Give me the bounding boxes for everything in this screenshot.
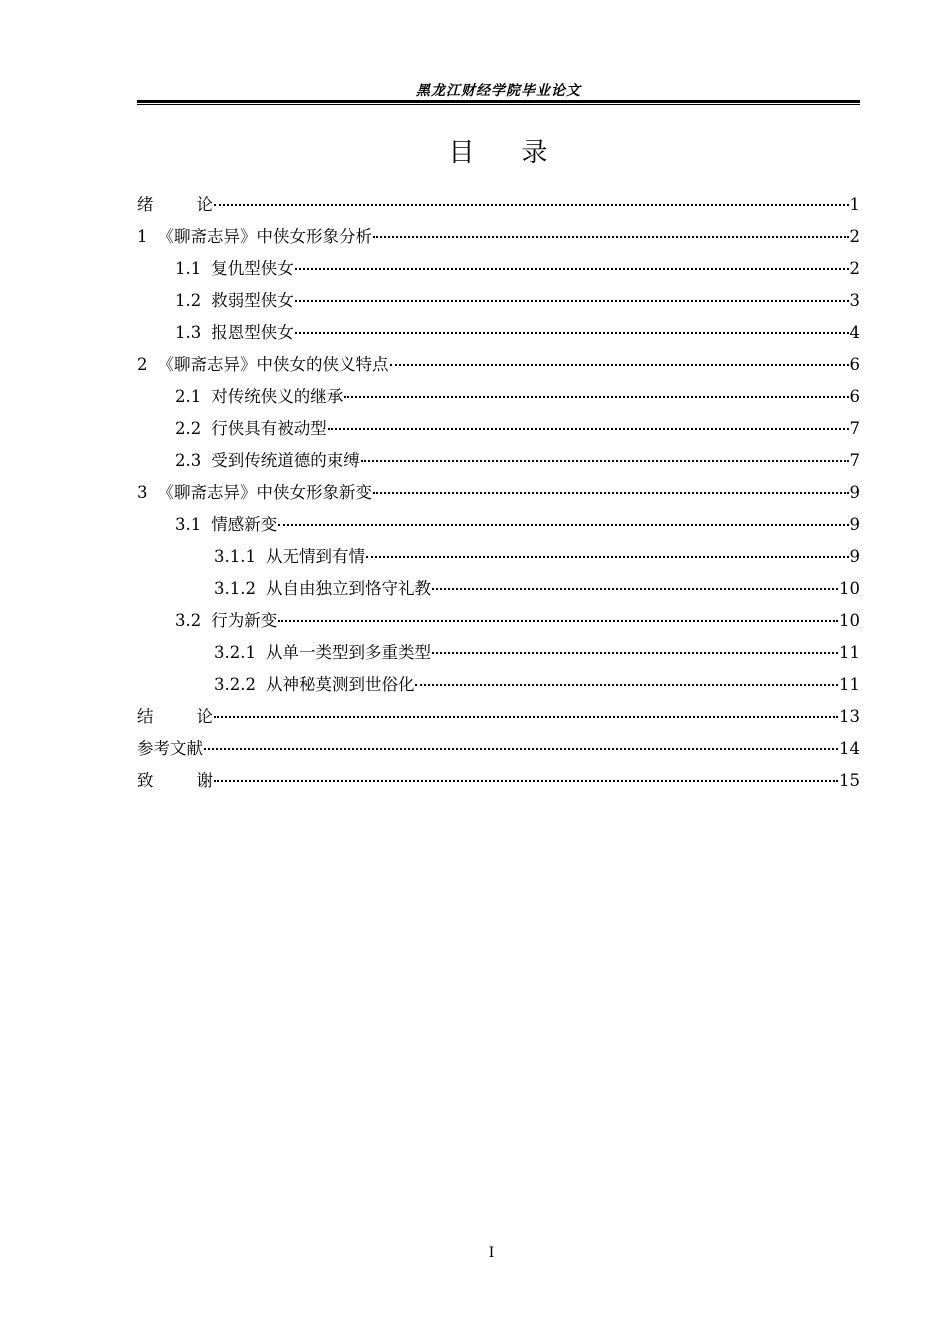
toc-entry[interactable]: [137, 481, 860, 513]
toc-entry-page: 13: [839, 707, 860, 726]
toc-entry-page: 7: [849, 451, 860, 470]
toc-entry-title: 《聊斋志异》中侠女形象新变: [157, 483, 372, 502]
toc-entry-page: 9: [849, 547, 860, 566]
toc-entry-page: 15: [839, 771, 860, 790]
header-rule-thick: [137, 100, 860, 103]
toc-entry-page: 6: [849, 387, 860, 406]
toc-entry[interactable]: [137, 289, 860, 321]
toc-entry-title: 对传统侠义的继承: [211, 387, 344, 406]
toc-dot-leader: [415, 674, 838, 686]
toc-entry-page: 2: [849, 259, 860, 278]
toc-entry-title: 行为新变: [211, 611, 278, 630]
toc-dot-leader: [390, 354, 849, 366]
toc-dot-leader: [373, 226, 849, 238]
toc-dot-leader: [373, 482, 849, 494]
toc-entry-title: 报恩型侠女: [211, 323, 294, 342]
toc-heading-char-1: 目: [448, 138, 476, 168]
toc-entry-title-char: 致: [137, 771, 154, 790]
toc-dot-leader: [432, 578, 838, 590]
toc-entry-page: 14: [839, 739, 860, 758]
toc-entry[interactable]: [137, 577, 860, 609]
toc-dot-leader: [295, 290, 849, 302]
toc-entry-page: 9: [849, 515, 860, 534]
toc-dot-leader: [295, 258, 849, 270]
toc-entry[interactable]: [137, 609, 860, 641]
toc-entry-page: 11: [839, 675, 860, 694]
toc-entry-title: 从单一类型到多重类型: [265, 643, 431, 662]
running-header: 黑龙江财经学院毕业论文: [416, 83, 581, 99]
toc-entry-title-char: 结: [137, 707, 154, 726]
toc-entry-page: 6: [849, 355, 860, 374]
toc-entry-title-char: 谢: [196, 771, 213, 790]
toc-entry[interactable]: [137, 321, 860, 353]
toc-entry[interactable]: [137, 705, 860, 737]
page-number: I: [488, 1245, 495, 1261]
toc-entry-title-char: 论: [196, 707, 213, 726]
toc-dot-leader: [366, 546, 849, 558]
toc-entry[interactable]: [137, 353, 860, 385]
toc-entry-page: 4: [849, 323, 860, 342]
toc-entry[interactable]: [137, 641, 860, 673]
toc-entry[interactable]: [137, 225, 860, 257]
toc-entry-number: 3: [137, 483, 148, 502]
toc-entry-title: 情感新变: [211, 515, 278, 534]
toc-entry-title: 救弱型侠女: [211, 291, 294, 310]
toc-entry-title: 受到传统道德的束缚: [211, 451, 360, 470]
toc-entry-page: 10: [839, 611, 860, 630]
toc-entry-number: 1.3: [175, 323, 202, 342]
toc-entry-page: 2: [849, 227, 860, 246]
toc-entry-number: 3.1: [175, 515, 202, 534]
toc-entry-title: 《聊斋志异》中侠女的侠义特点: [157, 355, 389, 374]
toc-dot-leader: [432, 642, 838, 654]
toc-entry-title: [137, 769, 213, 793]
toc-entry-number: 3.2: [175, 611, 202, 630]
toc-entry-number: 3.1.1: [214, 547, 256, 566]
toc-entry-title: 参考文献: [137, 739, 203, 758]
toc-entry-title: 从无情到有情: [265, 547, 365, 566]
toc-dot-leader: [214, 770, 838, 782]
toc-entry-number: 3.1.2: [214, 579, 256, 598]
toc-entry-page: 3: [849, 291, 860, 310]
toc-entry[interactable]: [137, 193, 860, 225]
toc-entry-number: 1.2: [175, 291, 202, 310]
toc-entry[interactable]: [137, 385, 860, 417]
toc-entry[interactable]: [137, 769, 860, 801]
toc-entry-number: 2.1: [175, 387, 202, 406]
toc-entry[interactable]: [137, 737, 860, 769]
toc-entry-page: 1: [849, 195, 860, 214]
toc-entry-title: [137, 193, 213, 217]
toc-entry-number: 1.1: [175, 259, 202, 278]
toc-entry-number: 3.2.1: [214, 643, 256, 662]
toc-entry-title: [137, 705, 213, 729]
toc-entry-page: 7: [849, 419, 860, 438]
toc-entry-title: 《聊斋志异》中侠女形象分析: [157, 227, 372, 246]
toc-entry-number: 1: [137, 227, 148, 246]
toc-entry-number: 3.2.2: [214, 675, 256, 694]
toc-entry-title: 从自由独立到恪守礼教: [265, 579, 431, 598]
toc-entry[interactable]: [137, 545, 860, 577]
toc-entry-title: 复仇型侠女: [211, 259, 294, 278]
toc-entry-page: 11: [839, 643, 860, 662]
toc-entry[interactable]: [137, 257, 860, 289]
toc-dot-leader: [214, 706, 838, 718]
toc-entry-number: 2.3: [175, 451, 202, 470]
toc-heading: [137, 132, 860, 169]
toc-entry-page: 10: [839, 579, 860, 598]
table-of-contents: [137, 193, 860, 801]
toc-dot-leader: [204, 738, 838, 750]
toc-dot-leader: [278, 610, 838, 622]
toc-entry[interactable]: [137, 673, 860, 705]
toc-dot-leader: [295, 322, 849, 334]
toc-entry[interactable]: [137, 417, 860, 449]
toc-entry-number: 2.2: [175, 419, 202, 438]
toc-entry-page: 9: [849, 483, 860, 502]
toc-heading-char-2: 录: [521, 138, 549, 168]
toc-entry-number: 2: [137, 355, 148, 374]
toc-entry[interactable]: [137, 449, 860, 481]
toc-dot-leader: [344, 386, 848, 398]
toc-entry[interactable]: [137, 513, 860, 545]
toc-entry-title: 行侠具有被动型: [211, 419, 327, 438]
toc-dot-leader: [214, 194, 849, 206]
header-rule-thin: [137, 104, 860, 105]
toc-entry-title-char: 绪: [137, 195, 154, 214]
toc-dot-leader: [328, 418, 849, 430]
toc-dot-leader: [278, 514, 848, 526]
toc-entry-title-char: 论: [196, 195, 213, 214]
toc-entry-title: 从神秘莫测到世俗化: [265, 675, 415, 694]
toc-dot-leader: [361, 450, 849, 462]
